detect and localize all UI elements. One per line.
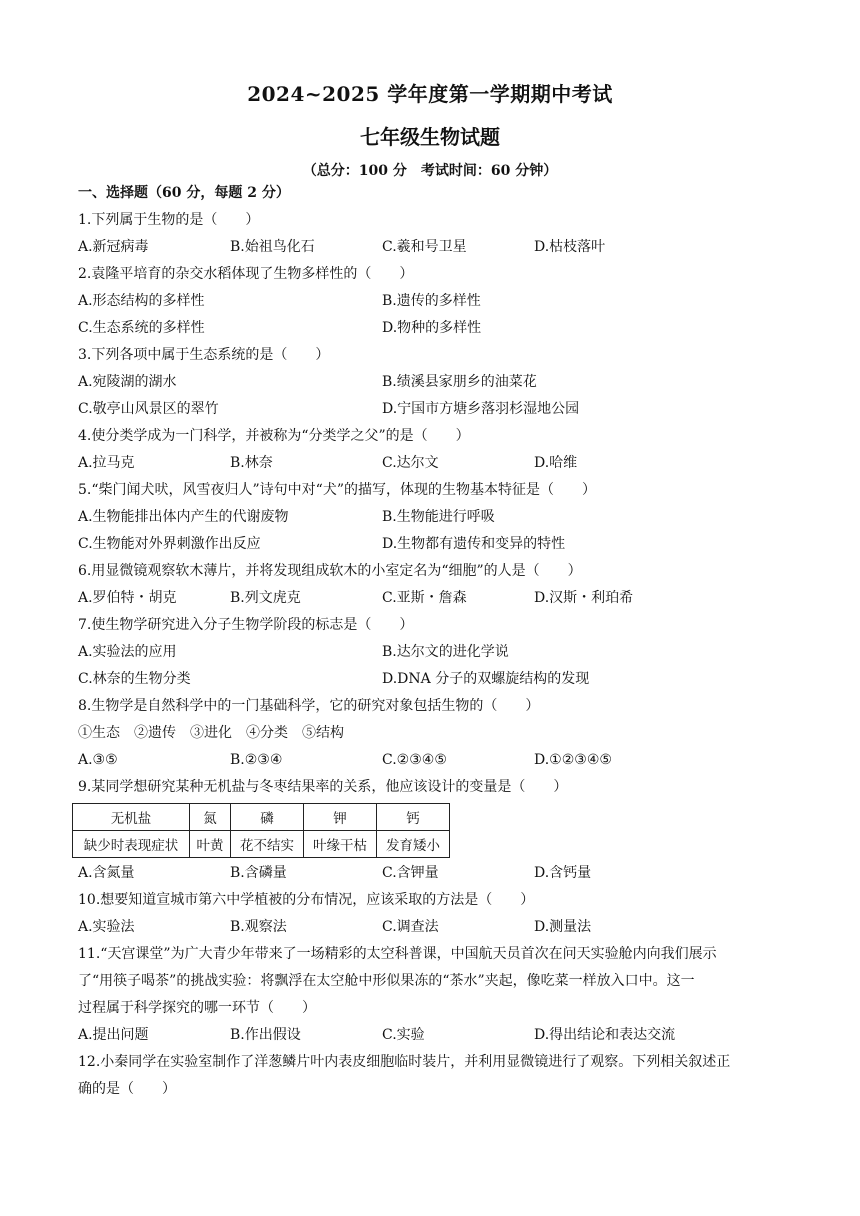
option-a: A.实验法的应用: [78, 644, 177, 660]
option-c: C.②③④⑤: [382, 752, 447, 768]
question-options: [78, 315, 788, 342]
question-options: [78, 860, 788, 887]
question-options: [78, 585, 788, 612]
option-d: D.①②③④⑤: [534, 752, 612, 768]
option-a: A.新冠病毒: [78, 239, 149, 255]
option-d: D.物种的多样性: [382, 320, 482, 336]
question-options: [78, 666, 788, 693]
question-stem: 1.下列属于生物的是（ ）: [78, 212, 260, 228]
table-header-row: [73, 804, 450, 831]
table-cell: 氮: [190, 804, 231, 831]
exam-subtitle: 七年级生物试题: [360, 125, 500, 149]
table-cell: 磷: [231, 804, 304, 831]
option-a: A.含氮量: [78, 865, 135, 881]
table-cell: 无机盐: [73, 804, 190, 831]
option-b: B.林奈: [230, 455, 273, 471]
question-stem: 3.下列各项中属于生态系统的是（ ）: [78, 347, 330, 363]
table-cell: 叶黄: [190, 831, 231, 858]
question-options: [78, 450, 788, 477]
option-b: B.始祖鸟化石: [230, 239, 315, 255]
question-extra: ①生态 ②遗传 ③进化 ④分类 ⑤结构: [78, 725, 344, 741]
option-b: B.生物能进行呼吸: [382, 509, 495, 525]
option-a: A.形态结构的多样性: [78, 293, 205, 309]
question-options: [78, 288, 788, 315]
option-c: C.达尔文: [382, 455, 439, 471]
option-b: B.观察法: [230, 919, 287, 935]
question-options: [78, 369, 788, 396]
option-d: D.生物都有遗传和变异的特性: [382, 536, 566, 552]
question-stem: 7.使生物学研究进入分子生物学阶段的标志是（ ）: [78, 617, 414, 633]
question-stem: 10.想要知道宣城市第六中学植被的分布情况，应该采取的方法是（ ）: [78, 892, 535, 908]
option-a: A.实验法: [78, 919, 135, 935]
question-list: [78, 180, 788, 1103]
option-c: C.亚斯・詹森: [382, 590, 467, 606]
option-a: A.拉马克: [78, 455, 135, 471]
option-a: A.罗伯特・胡克: [78, 590, 177, 606]
question-stem: 4.使分类学成为一门科学，并被称为“分类学之父”的是（ ）: [78, 428, 470, 444]
option-b: B.②③④: [230, 752, 283, 768]
option-b: B.列文虎克: [230, 590, 301, 606]
option-c: C.实验: [382, 1027, 425, 1043]
question-stem-line: 过程属于科学探究的哪一环节（ ）: [78, 1000, 316, 1016]
option-d: D.汉斯・利珀希: [534, 590, 634, 606]
option-b: B.达尔文的进化学说: [382, 644, 509, 660]
option-b: B.含磷量: [230, 865, 287, 881]
option-c: C.林奈的生物分类: [78, 671, 191, 687]
question-options: [78, 747, 788, 774]
option-d: D.宁国市方塘乡落羽杉湿地公园: [382, 401, 580, 417]
option-b: B.作出假设: [230, 1027, 301, 1043]
option-c: C.敬亭山风景区的翠竹: [78, 401, 219, 417]
table-row: [73, 831, 450, 858]
option-c: C.生物能对外界刺激作出反应: [78, 536, 261, 552]
question-stem-line: 了“用筷子喝茶”的挑战实验：将飘浮在太空舱中形似果冻的“茶水”夹起，像吃菜一样放入口中。这一: [78, 973, 695, 989]
question-stem: 6.用显微镜观察软木薄片，并将发现组成软木的小室定名为“细胞”的人是（ ）: [78, 563, 582, 579]
option-a: A.生物能排出体内产生的代谢废物: [78, 509, 289, 525]
question-stem-line: 12.小秦同学在实验室制作了洋葱鳞片叶内表皮细胞临时装片，并利用显微镜进行了观察。下列相关叙述正: [78, 1054, 731, 1070]
table-cell: 叶缘干枯: [304, 831, 377, 858]
option-d: D.含钙量: [534, 865, 592, 881]
option-c: C.羲和号卫星: [382, 239, 467, 255]
exam-info: （总分：100 分 考试时间：60 分钟）: [302, 163, 558, 179]
option-a: A.③⑤: [78, 752, 118, 768]
mineral-table: [72, 803, 450, 858]
question-options: [78, 1022, 788, 1049]
question-options: [78, 504, 788, 531]
question-stem-line: 确的是（ ）: [78, 1081, 176, 1097]
option-b: B.遗传的多样性: [382, 293, 481, 309]
question-stem: 8.生物学是自然科学中的一门基础科学，它的研究对象包括生物的（ ）: [78, 698, 540, 714]
question-stem: 5.“柴门闻犬吠，风雪夜归人”诗句中对“犬”的描写，体现的生物基本特征是（ ）: [78, 482, 596, 498]
option-a: A.提出问题: [78, 1027, 149, 1043]
option-a: A.宛陵湖的湖水: [78, 374, 177, 390]
option-d: D.测量法: [534, 919, 592, 935]
table-cell: 钙: [377, 804, 450, 831]
table-cell: 缺少时表现症状: [73, 831, 190, 858]
question-options: [78, 234, 788, 261]
option-b: B.绩溪县家朋乡的油菜花: [382, 374, 537, 390]
question-stem: 9.某同学想研究某种无机盐与冬枣结果率的关系，他应该设计的变量是（ ）: [78, 779, 568, 795]
option-c: C.生态系统的多样性: [78, 320, 205, 336]
table-cell: 花不结实: [231, 831, 304, 858]
table-cell: 发育矮小: [377, 831, 450, 858]
question-options: [78, 914, 788, 941]
option-c: C.含钾量: [382, 865, 439, 881]
exam-title: 2024~2025 学年度第一学期期中考试: [247, 82, 613, 106]
table-cell: 钾: [304, 804, 377, 831]
option-d: D.枯枝落叶: [534, 239, 606, 255]
section-heading: 一、选择题（60 分，每题 2 分）: [78, 185, 290, 201]
question-stem: 2.袁隆平培育的杂交水稻体现了生物多样性的（ ）: [78, 266, 414, 282]
option-d: D.哈维: [534, 455, 578, 471]
question-options: [78, 396, 788, 423]
question-options: [78, 531, 788, 558]
question-stem-line: 11.“天宫课堂”为广大青少年带来了一场精彩的太空科普课，中国航天员首次在问天实验舱内向我们展示: [78, 946, 717, 962]
option-d: D.得出结论和表达交流: [534, 1027, 676, 1043]
option-c: C.调查法: [382, 919, 439, 935]
question-options: [78, 639, 788, 666]
option-d: D.DNA 分子的双螺旋结构的发现: [382, 671, 590, 687]
